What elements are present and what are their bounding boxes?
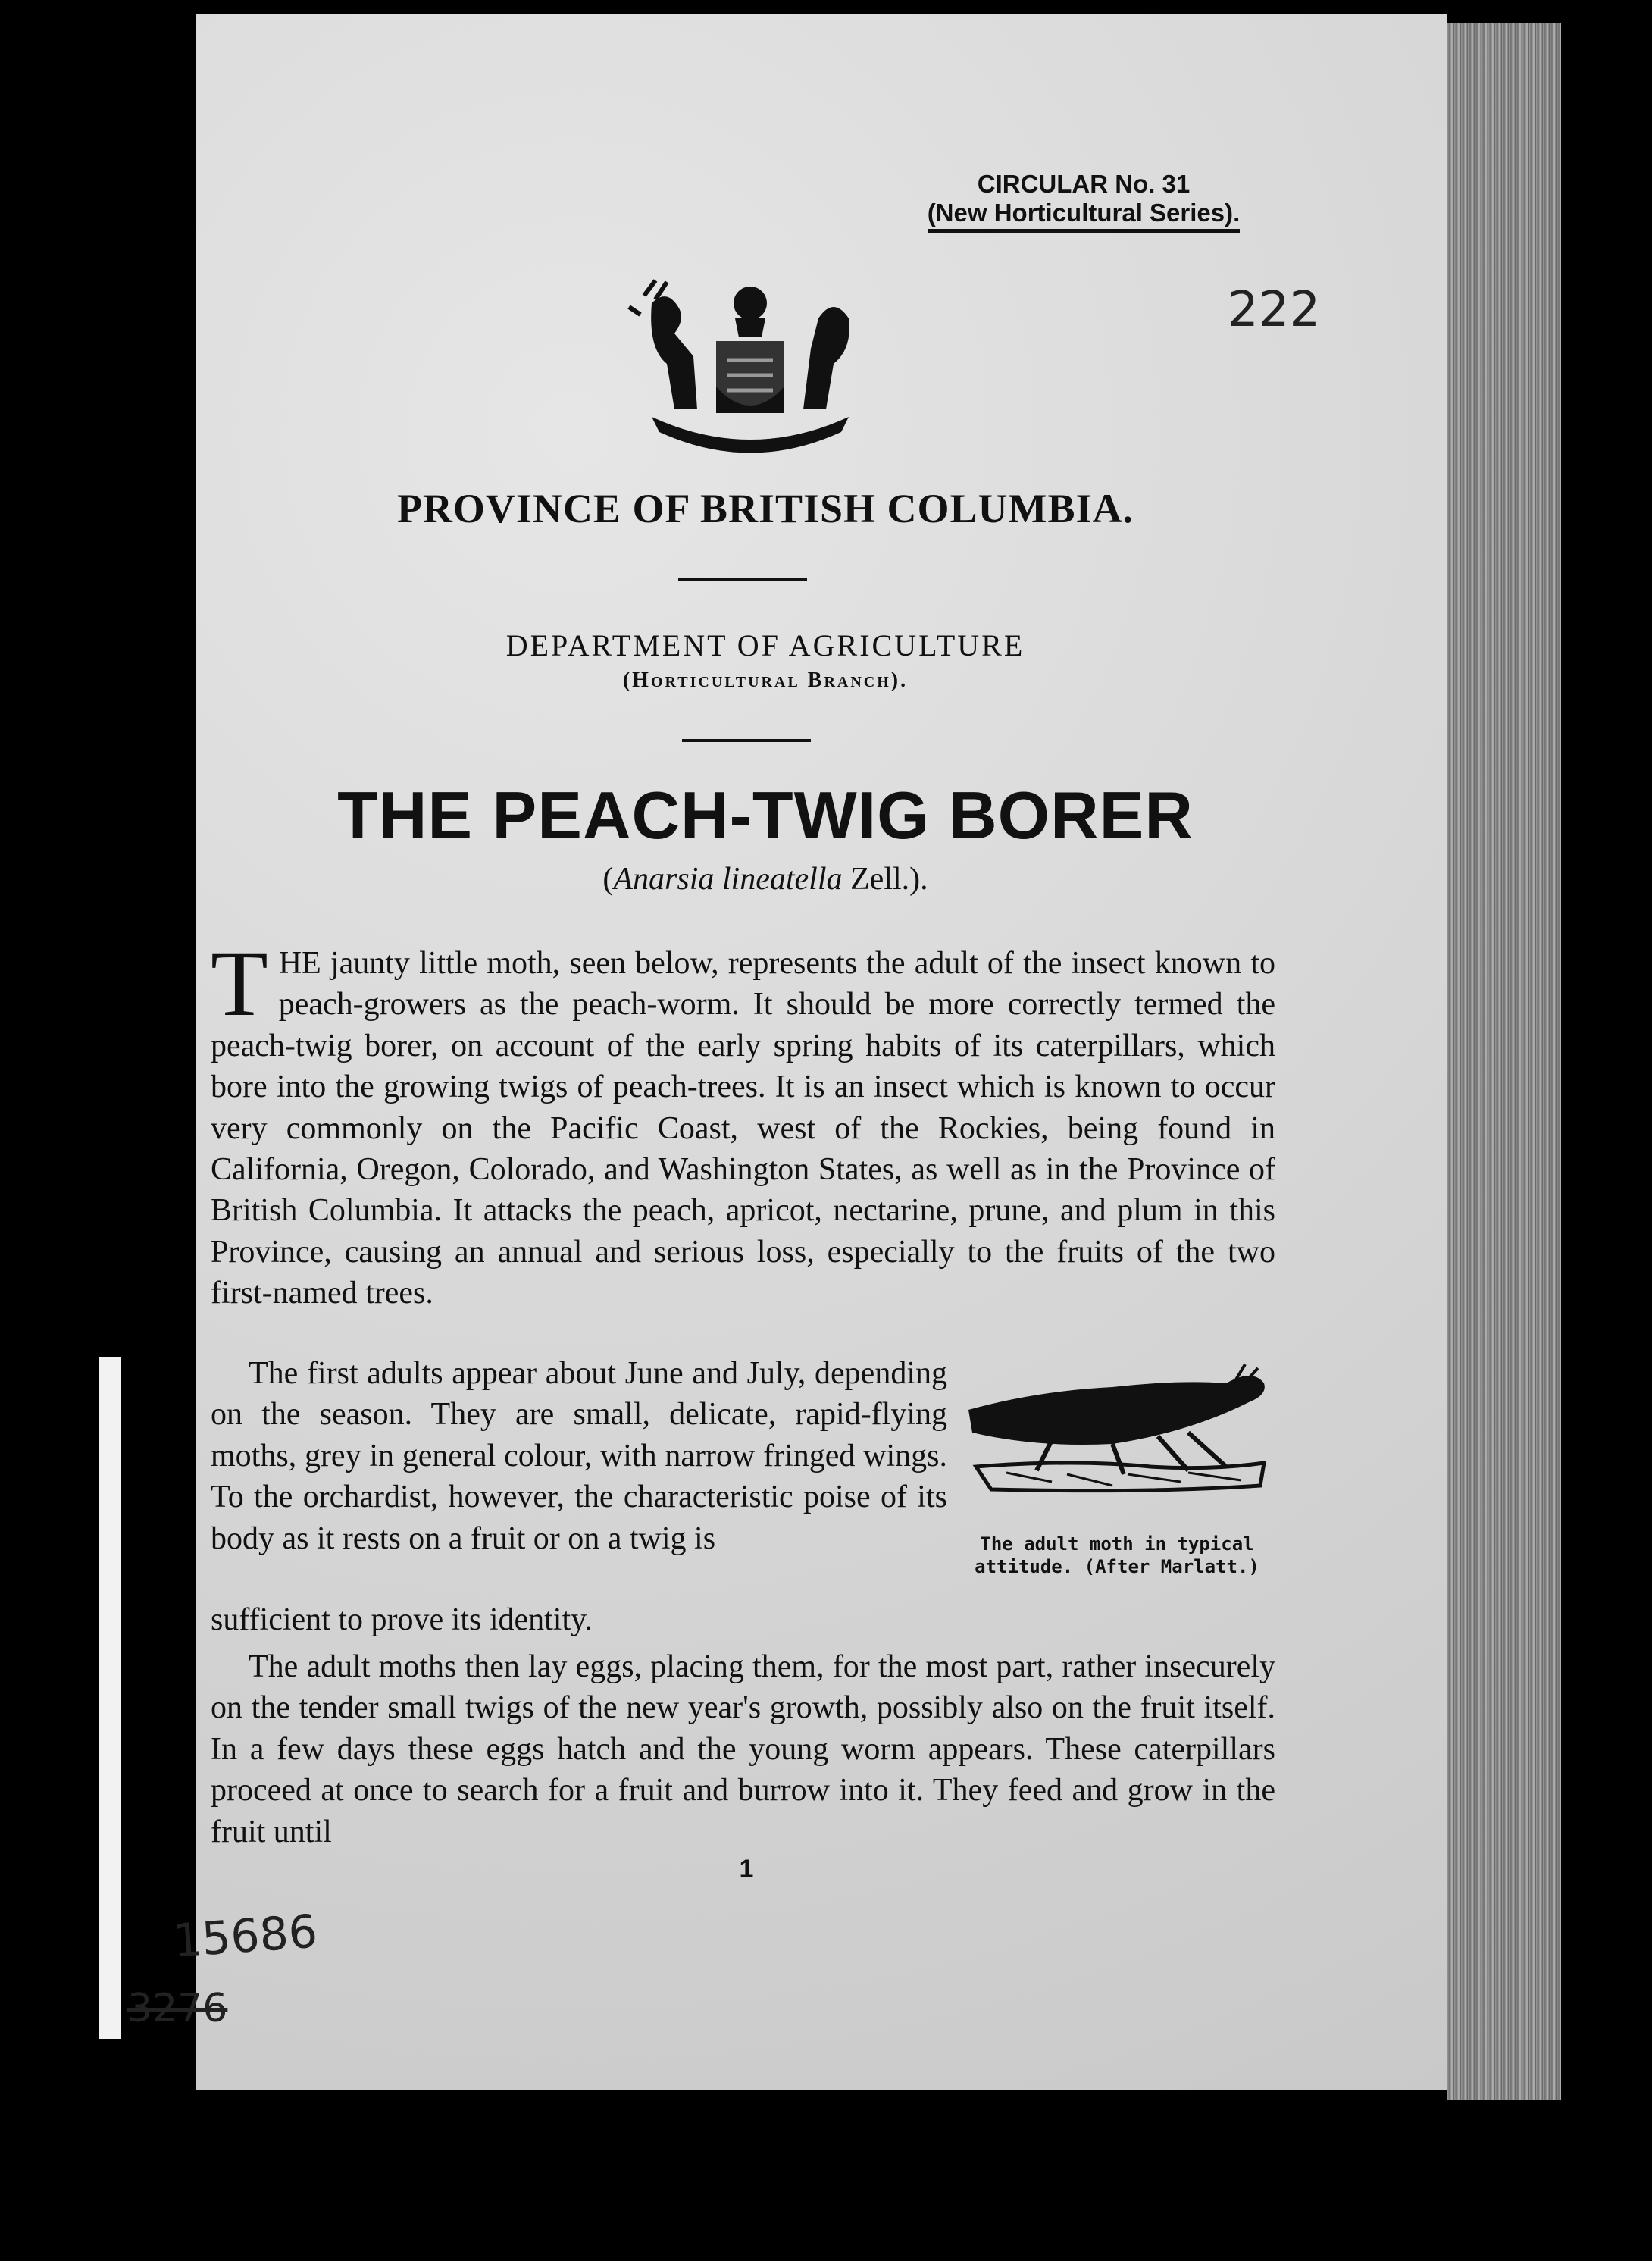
book-page-edges bbox=[1447, 23, 1561, 2100]
handwritten-catalog-number: 222 bbox=[1228, 282, 1321, 338]
paragraph-adults-tail: sufficient to prove its identity. bbox=[211, 1602, 593, 1637]
divider bbox=[682, 739, 811, 742]
paragraph-adults: The first adults appear about June and July, depending on the season. They are small, delicate, rapid-flying moths, grey in general colour, with narrow fringed wings. To the orchardist, however, the characteristic poise of its body as it rests on a fruit or on a twig is bbox=[211, 1356, 947, 1556]
department-heading: DEPARTMENT OF AGRICULTURE bbox=[505, 628, 1025, 662]
circular-header bbox=[871, 170, 1296, 233]
handwritten-accession-number: 15686 bbox=[171, 1905, 320, 1968]
figure-caption-line2: attitude. (After Marlatt.) bbox=[975, 1556, 1259, 1577]
document-title: THE PEACH-TWIG BORER bbox=[337, 778, 1194, 853]
paragraph-intro-text: jaunty little moth, seen below, represents the adult of the insect known to peach-growers as the peach-worm. It should be more correctly termed the peach-twig borer, on account of the early spring habits of its caterpillars, which bore into the growing twigs of peach-trees. It is an insect which is known to occur very commonly on the Pacific Coast, west of the Rockies, being found in California, Oregon, Colorado, and Washington States, as well as in the Province of British Columbia. It attacks the peach, apricot, nectarine, prune, and plum in this Province, causing an annual and serious loss, especially to the fruits of the two first-named trees. bbox=[211, 946, 1275, 1311]
circular-number: CIRCULAR No. 31 bbox=[977, 170, 1191, 198]
province-heading: PROVINCE OF BRITISH COLUMBIA. bbox=[396, 486, 1134, 531]
subtitle-open-paren: ( bbox=[602, 862, 614, 897]
moth-illustration-icon bbox=[961, 1361, 1275, 1497]
circular-series: (New Horticultural Series). bbox=[928, 199, 1241, 233]
paragraph-intro bbox=[211, 932, 1275, 1314]
figure-caption bbox=[956, 1533, 1278, 1578]
species-author: Zell.). bbox=[842, 862, 928, 897]
species-name: Anarsia lineatella bbox=[613, 862, 843, 897]
first-word-rest: HE bbox=[278, 946, 321, 981]
branch-heading: (Horticultural Branch). bbox=[622, 669, 909, 692]
figure-caption-line1: The adult moth in typical bbox=[980, 1533, 1254, 1555]
paragraph-eggs: The adult moths then lay eggs, placing them, for the most part, rather insecurely on the tender small twigs of the new year's growth, possibly also on the fruit itself. In a few days these eggs hatch and the young worm appears. These caterpillars proceed at once to search for a fruit and burrow into it. They feed and grow in the fruit until bbox=[211, 1649, 1275, 1849]
coat-of-arms-icon bbox=[621, 273, 879, 462]
drop-cap: T bbox=[211, 932, 268, 1035]
page-number: 1 bbox=[739, 1855, 754, 1884]
binding-strip bbox=[99, 1357, 121, 2039]
divider bbox=[678, 578, 807, 581]
species-subtitle bbox=[220, 861, 1311, 897]
handwritten-struck-number: 3276 bbox=[127, 1986, 228, 2031]
